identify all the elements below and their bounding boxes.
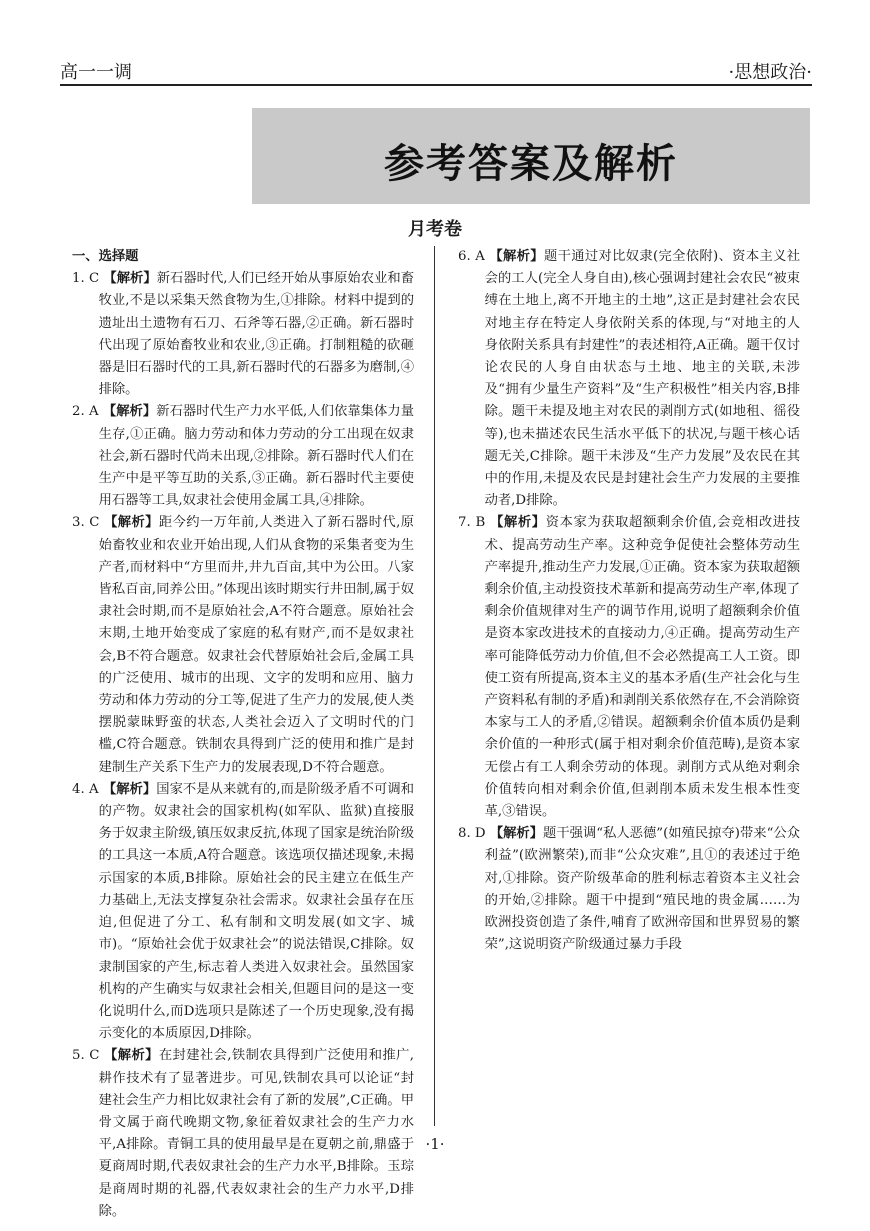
- question-6: [458, 246, 800, 512]
- analysis-tag: 【解析】: [489, 826, 544, 842]
- question-number: 4. A: [72, 781, 99, 797]
- question-number: 5. C: [72, 1048, 100, 1064]
- question-number: 1. C: [72, 271, 100, 287]
- question-8: [458, 823, 800, 956]
- question-3: [72, 512, 414, 778]
- header-grade: 高一一调: [60, 62, 132, 83]
- analysis-tag: 【解析】: [103, 271, 157, 287]
- section-title: 一、选择题: [72, 249, 139, 264]
- page-title: 参考答案及解析: [384, 141, 678, 187]
- question-text: 题干强调“私人恶德”(如殖民掠夺)带来“公众利益”(欧洲繁荣),而非“公众灾难”,且①的表述过于绝对,①排除。资产阶级革命的胜利标志着资本主义社会的开始,②排除。题干中提到“殖民地的贵金属……为欧洲投资创造了条件,哺育了欧洲帝国和世界贸易的繁荣”,这说明资产阶级通过暴力手段: [484, 826, 800, 953]
- analysis-tag: 【解析】: [102, 781, 157, 797]
- question-text: 在封建社会,铁制农具得到广泛使用和推广,耕作技术有了显著进步。可见,铁制农具可以论证“封建社会生产力相比奴隶社会有了新的发展”,C正确。甲骨文属于商代晚期文物,象征着奴隶社会的生产力水平,A排除。青铜工具的使用最早是在夏朝之前,鼎盛于夏商周时期,代表奴隶社会的生产力水平,B排除。玉琮是商周时期的礼器,代表奴隶社会的生产力水平,D排除。: [98, 1048, 415, 1219]
- question-text: 新石器时代,人们已经开始从事原始农业和畜牧业,不是以采集天然食物为生,①排除。材料中提到的遗址出土遗物有石刀、石斧等石器,②正确。新石器时代出现了原始畜牧业和农业,③正确。打制粗糙的砍砸器是旧石器时代的工具,新石器时代的石器多为磨制,④排除。: [98, 271, 415, 398]
- column-divider: [434, 246, 435, 1126]
- question-text: 距今约一万年前,人类进入了新石器时代,原始畜牧业和农业开始出现,人们从食物的采集者变为生产者,而材料中“方里而井,井九百亩,其中为公田。八家皆私百亩,同养公田。”体现出该时期实行井田制,属于奴隶社会时期,而不是原始社会,A不符合题意。原始社会末期,土地开始变成了家庭的私有财产,而不是奴隶社会,B不符合题意。奴隶社会代替原始社会后,金属工具的广泛使用、城市的出现、文字的发明和应用、脑力劳动和体力劳动的分工等,促进了生产力的发展,使人类摆脱蒙昧野蛮的状态,人类社会迈入了文明时代的门槛,C符合题意。铁制农具得到广泛的使用和推广是封建制生产关系下生产力的发展表现,D不符合题意。: [98, 515, 415, 775]
- question-1: [72, 268, 414, 401]
- right-column: [458, 246, 800, 957]
- analysis-tag: 【解析】: [490, 515, 546, 531]
- question-text: 题干通过对比奴隶(完全依附)、资本主义社会的工人(完全人身自由),核心强调封建社会农民“被束缚在土地上,离不开地主的土地”,这正是封建社会农民对地主存在特定人身依附关系的体现,与“对地主的人身依附关系具有封建性”的表述相符,A正确。题干仅讨论农民的人身自由状态与土地、地主的关联,未涉及“拥有少量生产资料”及“生产积极性”相关内容,B排除。题干未提及地主对农民的剥削方式(如地租、徭役等),也未描述农民生活水平低下的状况,与题干核心话题无关,C排除。题干未涉及“生产力发展”及农民在其中的作用,未提及农民是封建社会生产力发展的主要推动者,D排除。: [484, 249, 801, 509]
- question-number: 2. A: [72, 404, 99, 420]
- question-text: 资本家为获取超额剩余价值,会竞相改进技术、提高劳动生产率。这种竞争促使社会整体劳动生产率提升,推动生产力发展,①正确。资本家为获取超额剩余价值,主动投资技术革新和提高劳动生产率,体现了剩余价值规律对生产的调节作用,说明了超额剩余价值是资本家改进技术的直接动力,④正确。提高劳动生产率可能降低劳动力价值,但不会必然提高工人工资。即使工资有所提高,资本主义的基本矛盾(生产社会化与生产资料私有制的矛盾)和剥削关系依然存在,不会消除资本家与工人的矛盾,②错误。超额剩余价值本质仍是剩余价值的一种形式(属于相对剩余价值范畴),是资本家无偿占有工人剩余劳动的体现。剥削方式从绝对剩余价值转向相对剩余价值,但剥削本质未发生根本性变革,③错误。: [484, 515, 800, 820]
- analysis-tag: 【解析】: [104, 1048, 159, 1064]
- analysis-tag: 【解析】: [104, 515, 159, 531]
- analysis-tag: 【解析】: [489, 249, 544, 264]
- question-text: 新石器时代生产力水平低,人们依靠集体力量生存,①正确。脑力劳动和体力劳动的分工出现在奴隶社会,新石器时代尚未出现,②排除。新石器时代人们在生产中是平等互助的关系,③正确。新石器时代主要使用石器等工具,奴隶社会使用金属工具,④排除。: [98, 404, 414, 509]
- question-text: 国家不是从来就有的,而是阶级矛盾不可调和的产物。奴隶社会的国家机构(如军队、监狱)直接服务于奴隶主阶级,镇压奴隶反抗,体现了国家是统治阶级的工具这一本质,A符合题意。该选项仅描述现象,未揭示国家的本质,B排除。原始社会的民主建立在低生产力基础上,无法支撑复杂社会需求。奴隶社会虽存在压迫,但促进了分工、私有制和文明发展(如文字、城市)。“原始社会优于奴隶社会”的说法错误,C排除。奴隶制国家的产生,标志着人类进入奴隶社会。虽然国家机构的产生确实与奴隶社会相关,但题目问的是这一变化说明什么,而D选项只是陈述了一个历史现象,没有揭示变化的本质原因,D排除。: [98, 781, 414, 1042]
- question-number: 3. C: [72, 515, 100, 531]
- question-2: [72, 401, 414, 512]
- question-number: 6. A: [458, 249, 485, 264]
- left-column: [72, 246, 414, 1223]
- header-subject: ·思想政治·: [728, 62, 812, 83]
- title-banner: [252, 108, 810, 204]
- page-number: ·1·: [425, 1135, 445, 1153]
- analysis-tag: 【解析】: [102, 404, 157, 420]
- page-header: [60, 56, 812, 86]
- question-7: [458, 512, 800, 823]
- question-number: 8. D: [458, 826, 486, 842]
- question-number: 7. B: [458, 515, 486, 531]
- page-subtitle: 月考卷: [408, 219, 462, 240]
- question-4: [72, 779, 414, 1045]
